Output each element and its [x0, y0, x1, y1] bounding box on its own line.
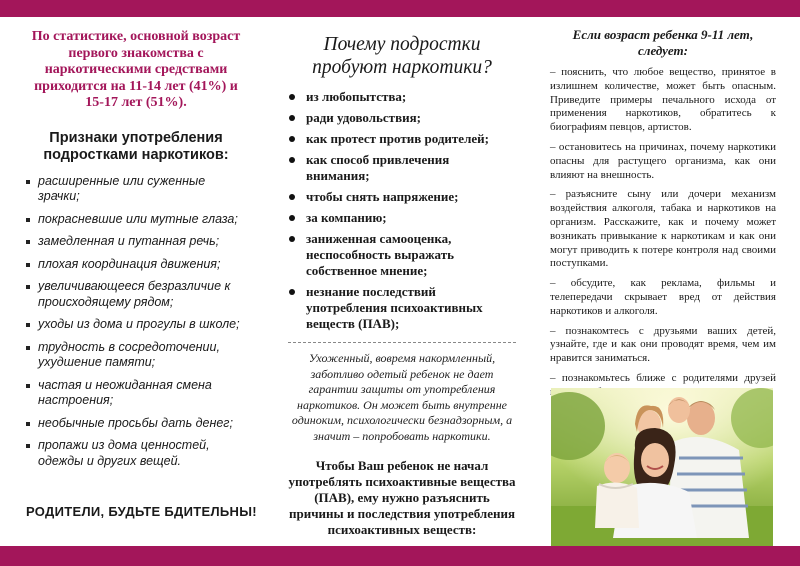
top-band [0, 0, 800, 17]
list-item: как протест против родителей; [288, 131, 516, 147]
list-item: необычные просьбы дать денег; [24, 416, 248, 432]
bottom-band [0, 546, 800, 566]
signs-list [24, 174, 248, 470]
tip-paragraph: – познакомьтесь ближе с родителями друзей [550, 371, 776, 384]
list-item: заниженная самооценка, неспособность выражать собственное мнение; [288, 231, 516, 279]
list-item: частая и неожиданная смена настроения; [24, 378, 248, 409]
list-item: ради удовольствия; [288, 110, 516, 126]
tip-paragraph: – остановитесь на причинах, почему наркотики опасны для растущего организма, как они влияют на внешность. [550, 140, 776, 181]
left-column [0, 17, 268, 546]
age-heading: Если возраст ребенка 9-11 лет, следует: [572, 27, 754, 58]
list-item: за компанию; [288, 210, 516, 226]
statistics-text: По статистике, основной возраст первого знакомства с наркотическими средствами приходится на 11-14 лет (41%) и 15-17 лет (51%). [31, 29, 241, 110]
list-item: трудность в сосредоточении, ухудшение памяти; [24, 340, 248, 371]
list-item: расширенные или суженные зрачки; [24, 174, 248, 205]
middle-column [268, 17, 532, 546]
tip-paragraph: – познакомтесь с друзьями ваших детей, узнайте, где и как они проводят время, чем им нравится заниматься. [550, 324, 776, 365]
tip-paragraph: – разъясните сыну или дочери механизм воздействия алкоголя, табака и наркотиков на организм. Расскажите, как и почему может возникать привыкание к наркотикам и как они могут приводить к потере контроля над своими поступками. [550, 188, 776, 270]
list-item: чтобы снять напряжение; [288, 189, 516, 205]
parents-warning: РОДИТЕЛИ, БУДЬТЕ БДИТЕЛЬНЫ! [26, 504, 257, 519]
right-column [532, 17, 800, 546]
divider [288, 342, 516, 343]
tip-paragraph: – обсудите, как реклама, фильмы и телепередачи скрывает вред от действия наркотиков и алкоголя. [550, 277, 776, 317]
list-item: пропажи из дома ценностей, одежды и других вещей. [24, 438, 248, 469]
list-item: уходы из дома и прогулы в школе; [24, 317, 248, 333]
list-item: из любопытства; [288, 89, 516, 105]
family-photo [551, 388, 773, 548]
list-item: незнание последствий употребления психоактивных веществ (ПАВ); [288, 284, 516, 332]
list-item: увеличивающееся безразличие к происходящему рядом; [24, 279, 248, 310]
list-item: покрасневшие или мутные глаза; [24, 212, 248, 228]
list-item: плохая координация движения; [24, 257, 248, 273]
list-item: как способ привлечения внимания; [288, 152, 516, 184]
signs-heading: Признаки употребления подростками наркотиков: [43, 129, 229, 163]
list-item: замедленная и путанная речь; [24, 234, 248, 250]
tip-paragraph: – пояснить, что любое вещество, принятое в излишнем количестве, может быть опасным. Приведите примеры печального исхода от применения наркотиков, обратитесь к биографиям певцов, артистов. [550, 66, 776, 134]
reasons-list [288, 89, 516, 332]
why-heading: Почему подростки пробуют наркотики? [312, 34, 492, 78]
call-to-action-text: Чтобы Ваш ребенок не начал употреблять психоактивные вещества (ПАВ), ему нужно разъяснить причины и последствия употребления психоактивных веществ: [288, 458, 516, 537]
quote-text: Ухоженный, вовремя накормленный, заботливо одетый ребенок не дает гарантии защиты от употребления наркотиков. Он может быть внутренне одиноким, психологически безнадзорным, а значит – попробовать наркотики. [291, 351, 513, 443]
